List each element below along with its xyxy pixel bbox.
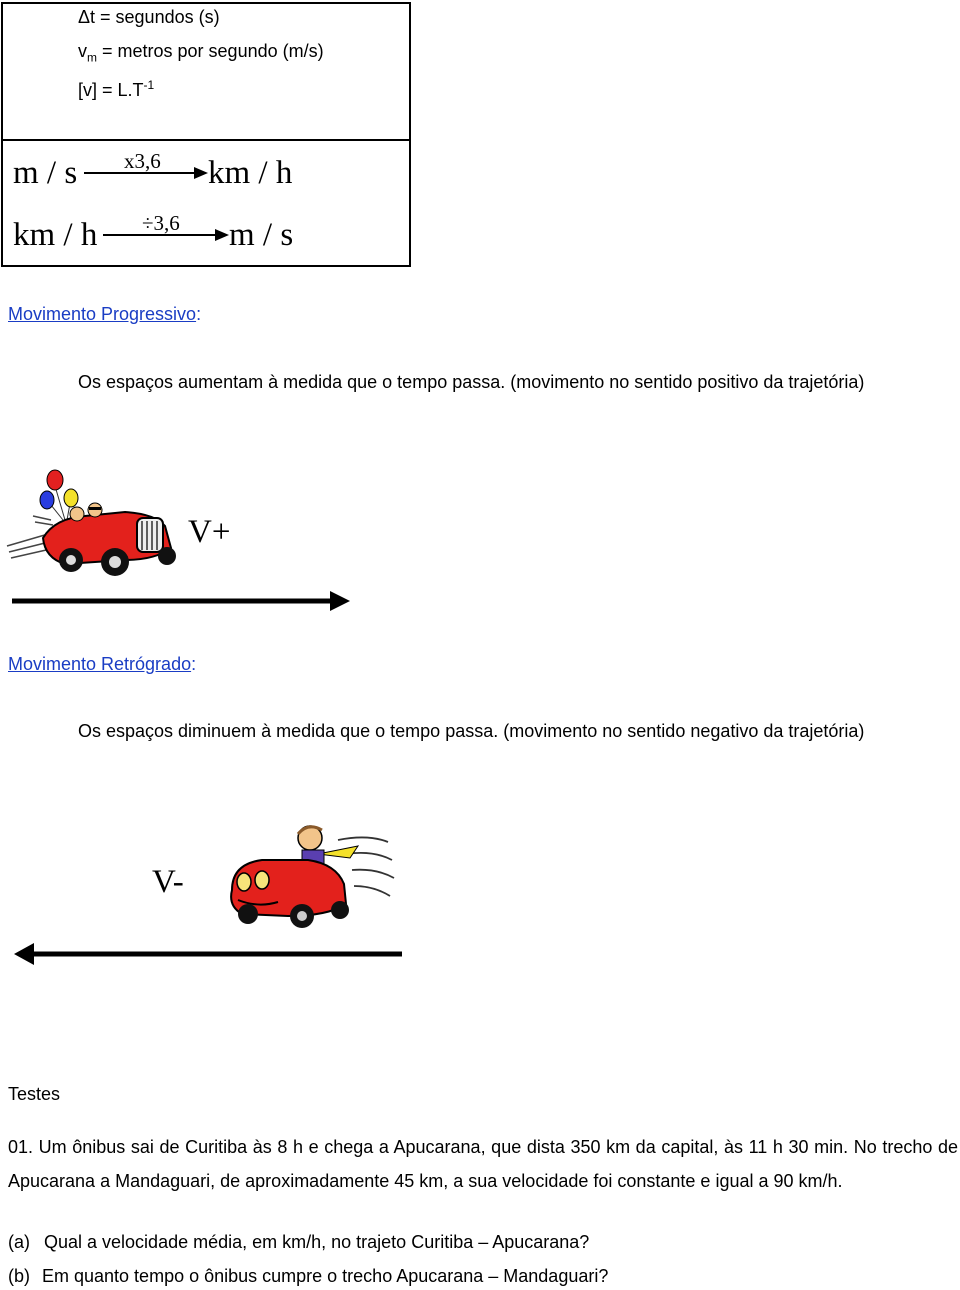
conv2-to: m / s bbox=[229, 217, 294, 253]
units-line-dimension: $[v] = L.T^{-1}$ bbox=[78, 78, 155, 100]
question-item-a: (a) Qual a velocidade média, em km/h, no trajeto Curitiba – Apucarana? bbox=[8, 1232, 590, 1252]
progressive-description: Os espaços aumentam à medida que o tempo passa. (movimento no sentido positivo da trajetória) bbox=[78, 372, 865, 392]
question-item-b: (b) Em quanto tempo o ônibus cumpre o trecho Apucarana – Mandaguari? bbox=[8, 1266, 609, 1286]
car-driver-illustration bbox=[218, 820, 398, 932]
progressive-title[interactable]: Movimento Progressivo bbox=[8, 304, 197, 324]
velocity-positive-label: V+ bbox=[188, 514, 231, 550]
retrograde-description: Os espaços diminuem à medida que o tempo passa. (movimento no sentido negativo da trajetória) bbox=[78, 721, 865, 741]
tests-heading: Testes bbox=[8, 1084, 61, 1104]
velocity-negative-label: V- bbox=[152, 864, 184, 900]
units-box-divider bbox=[1, 139, 411, 141]
units-line-time: Δt = segundos (s) bbox=[78, 7, 220, 27]
conv1-from: m / s bbox=[13, 155, 78, 191]
conv2-arrow bbox=[103, 226, 229, 244]
progressive-heading: Movimento Progressivo: bbox=[8, 304, 202, 324]
retrograde-heading: Movimento Retrógrado: bbox=[8, 654, 197, 674]
positive-direction-arrow bbox=[12, 591, 350, 611]
units-line-velocity: $v_m$ = metros por segundo (m/s) bbox=[78, 41, 324, 65]
conv1-to: km / h bbox=[208, 155, 293, 191]
conv2-operation: ÷3,6 bbox=[142, 211, 180, 235]
retrograde-title[interactable]: Movimento Retrógrado bbox=[8, 654, 192, 674]
conv1-operation: x3,6 bbox=[124, 149, 161, 173]
conv1-arrow bbox=[84, 164, 208, 182]
question-01-text: 01. Um ônibus sai de Curitiba às 8 h e chega a Apucarana, que dista 350 km da capital, às 11 h 30 min. No trecho de Apucarana a Mandaguari, de aproximadamente 45 km, a sua velocidade foi constante e igual a 90 km/h. bbox=[8, 1137, 958, 1191]
conv2-from: km / h bbox=[13, 217, 98, 253]
negative-direction-arrow bbox=[14, 943, 402, 965]
car-balloons-illustration bbox=[5, 468, 205, 578]
